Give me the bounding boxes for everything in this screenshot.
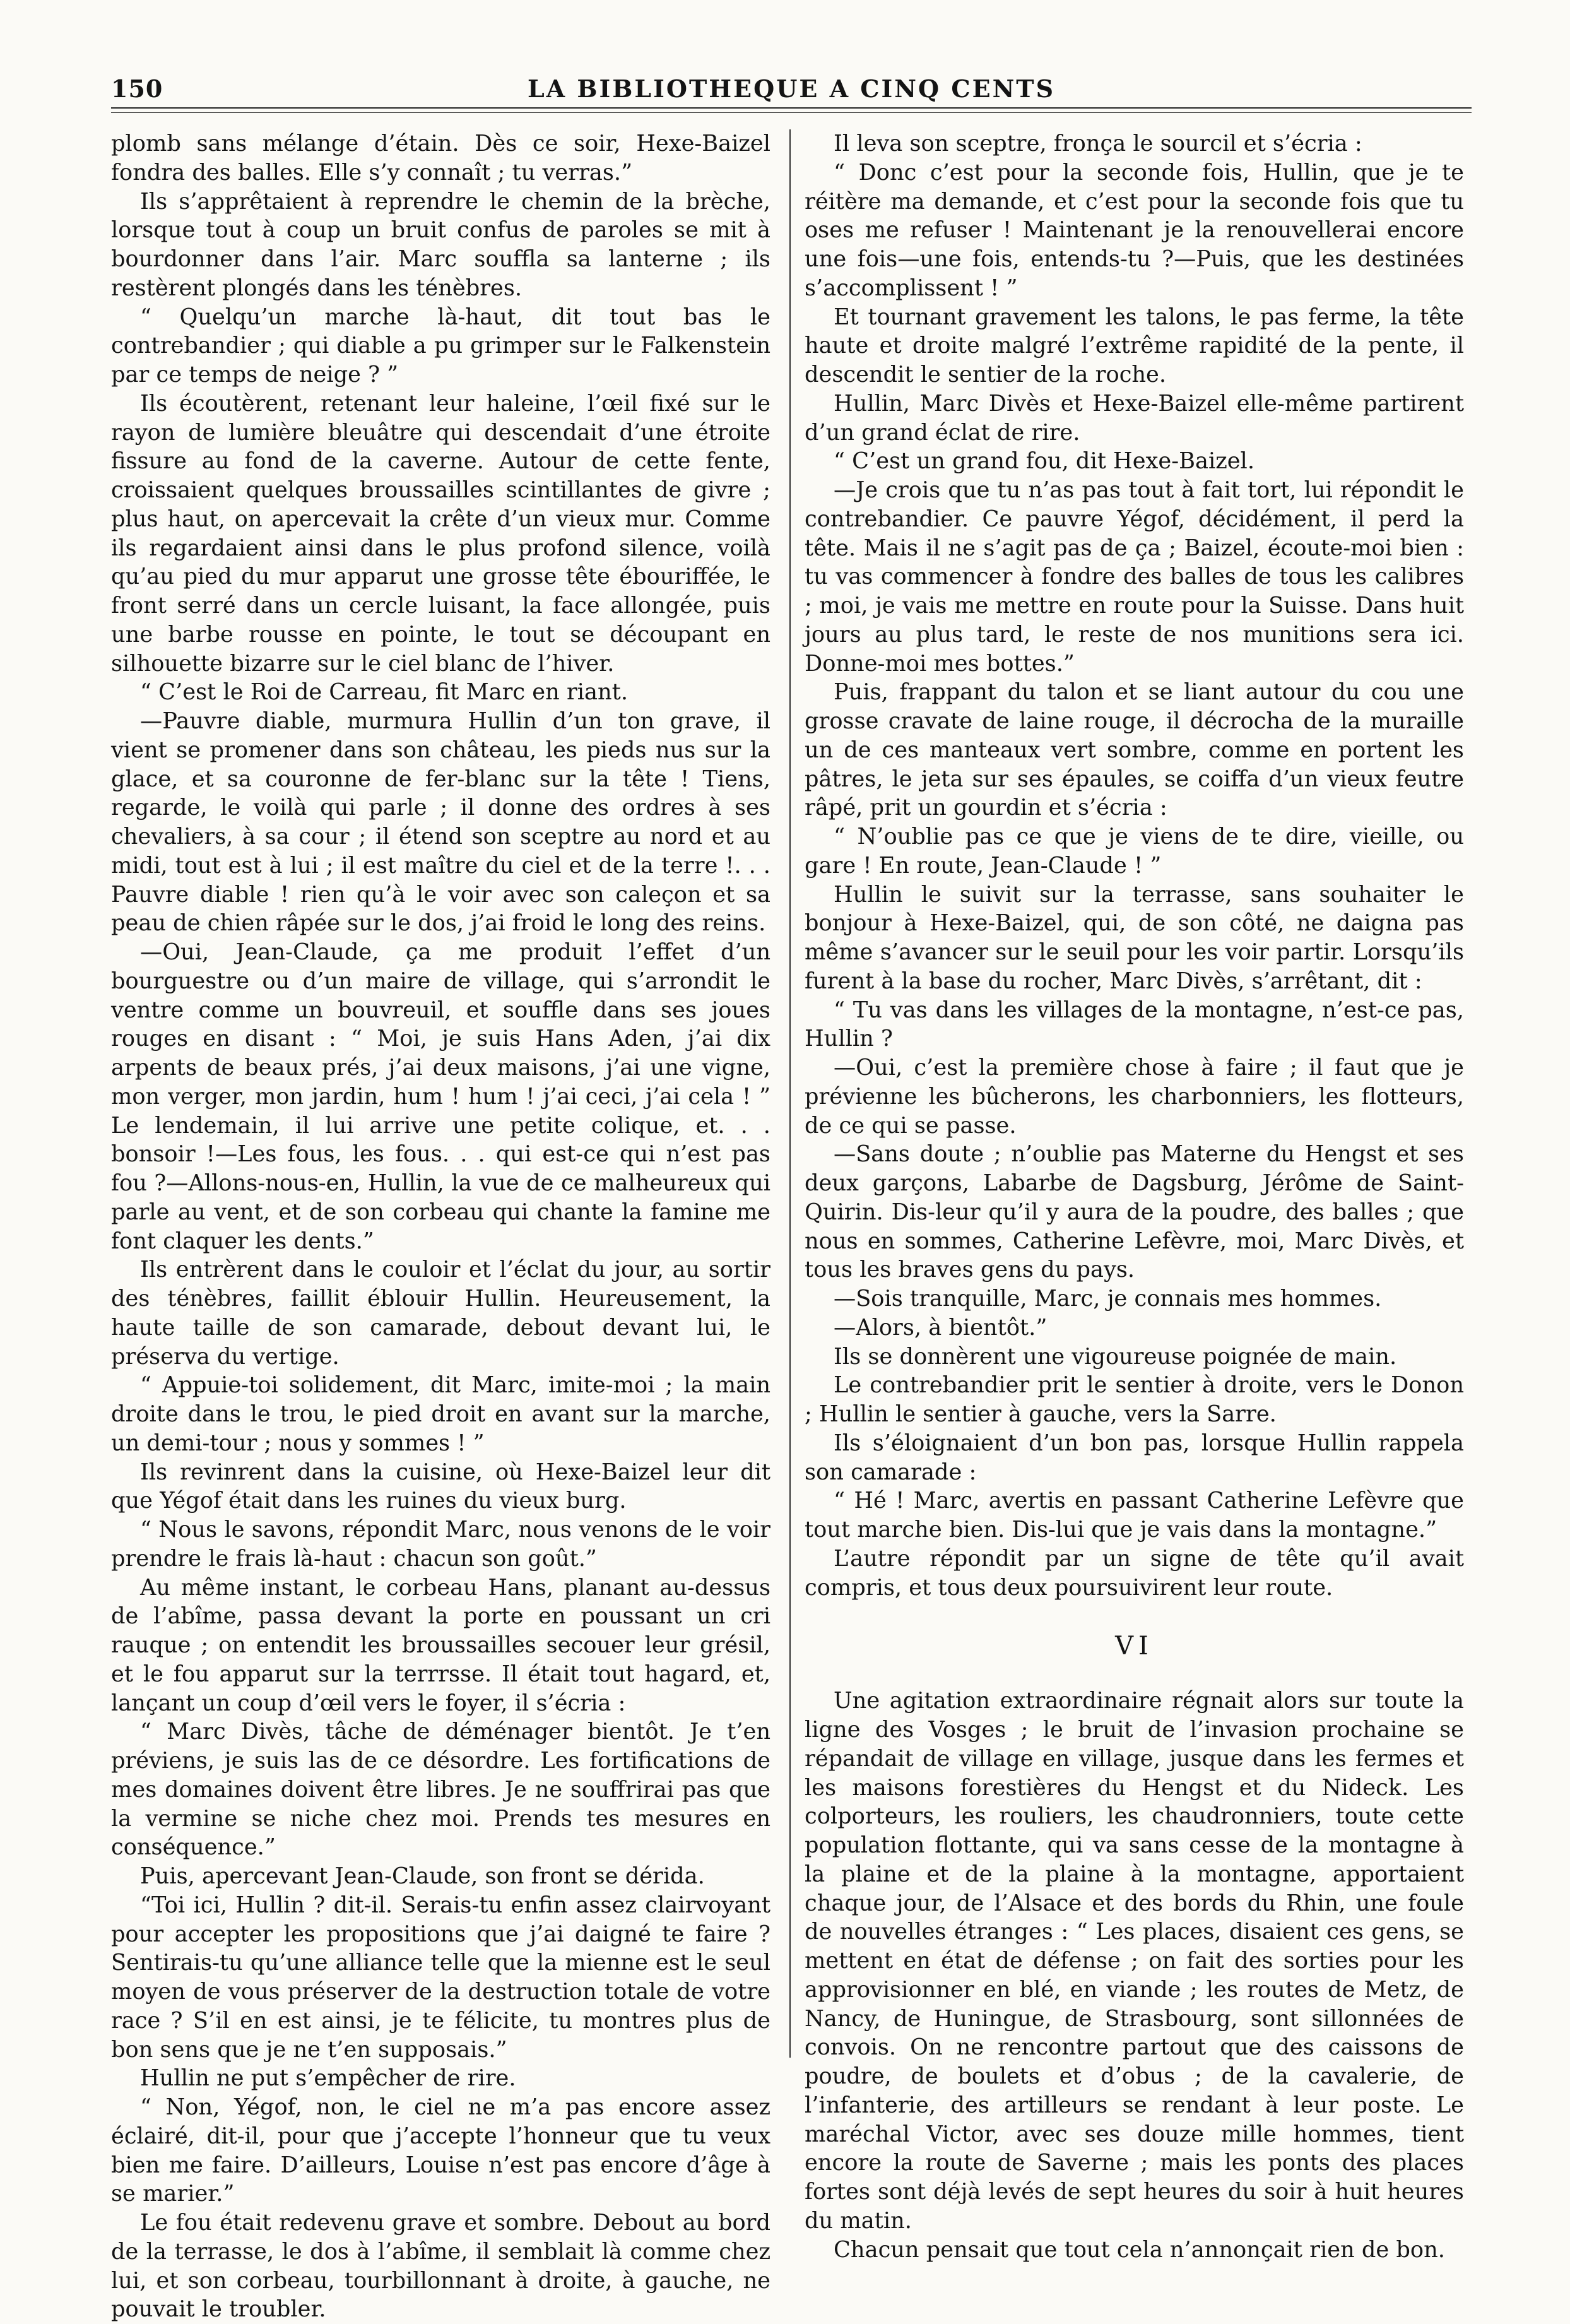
paragraph: Il leva son sceptre, fronça le sourcil et s’écria :: [834, 131, 1362, 157]
paragraph: Le fou était redevenu grave et sombre. Debout au bord de la terrasse, le dos à l’abîme, il semblait là comme chez lui, et son corbeau, tourbillonnant à droite, à gauche, ne pouvait le troubler.: [111, 2210, 770, 2323]
paragraph: Ils revinrent dans la cuisine, où Hexe-Baizel leur dit que Yégof était dans les ruines du vieux burg.: [111, 1459, 770, 1514]
paragraph: “ C’est un grand fou, dit Hexe-Baizel.: [834, 448, 1254, 475]
paragraph: “ Nous le savons, répondit Marc, nous venons de le voir prendre le frais là-haut : chacun son goût.”: [111, 1517, 770, 1572]
paragraph: Ils s’éloignaient d’un bon pas, lorsque Hullin rappela son camarade :: [805, 1430, 1464, 1485]
paragraph: “Toi ici, Hullin ? dit-il. Serais-tu enfin assez clairvoyant pour accepter les propositions que j’ai daigné te faire ? Sentirais-tu qu’une alliance telle que la mienne est le seul moyen de vous préserver de la destruction totale de votre race ? S’il en est ainsi, je te félicite, tu montres plus de bon sens que je ne t’en supposais.”: [111, 1892, 770, 2063]
paragraph: L’autre répondit par un signe de tête qu’il avait compris, et tous deux poursuivirent leur route.: [805, 1545, 1464, 1601]
paragraph: “ Marc Divès, tâche de déménager bientôt. Je t’en préviens, je suis las de ce désordre. Les fortifications de mes domaines doivent être libres. Je ne souffrirai pas que la vermine se niche chez moi. Prends tes mesures en conséquence.”: [111, 1719, 770, 1861]
section-heading: VI: [1115, 1632, 1154, 1661]
page-header: [111, 74, 1472, 110]
paragraph: “ Quelqu’un marche là-haut, dit tout bas le contrebandier ; qui diable a pu grimper sur le Falkenstein par ce temps de neige ? ”: [111, 304, 770, 388]
paragraph: “ Hé ! Marc, avertis en passant Catherine Lefèvre que tout marche bien. Dis-lui que je vais dans la montagne.”: [805, 1488, 1464, 1543]
right-column: [805, 129, 1464, 2264]
paragraph: —Alors, à bientôt.”: [834, 1314, 1048, 1341]
paragraph: Hullin, Marc Divès et Hexe-Baizel elle-même partirent d’un grand éclat de rire.: [805, 390, 1464, 446]
page-number: 150: [111, 74, 163, 103]
paragraph: Ils entrèrent dans le couloir et l’éclat du jour, au sortir des ténèbres, faillit éblouir Hullin. Heureusement, la haute taille de son camarade, debout devant lui, le préserva du vertige.: [111, 1257, 770, 1370]
paragraph: —Je crois que tu n’as pas tout à fait tort, lui répondit le contrebandier. Ce pauvre Yégof, décidément, il perd la tête. Mais il ne s’agit pas de ça ; Baizel, écoute-moi bien : tu vas commencer à fondre des balles de tous les calibres ; moi, je vais me mettre en route pour la Suisse. Dans huit jours au plus tard, le reste de nos munitions sera ici. Donne-moi mes bottes.”: [805, 477, 1464, 677]
paragraph: Une agitation extraordinaire régnait alors sur toute la ligne des Vosges ; le bruit de l’invasion prochaine se répandait de village en village, jusque dans les fermes et les maisons forestières du Hengst et du Nideck. Les colporteurs, les rouliers, les chaudronniers, toute cette population flottante, qui va sans cesse de la montagne à la plaine et de la plaine à la montagne, apportaient chaque jour, de l’Alsace et des bords du Rhin, une foule de nouvelles étranges : “ Les places, disaient ces gens, se mettent en état de défense ; on fait des sorties pour les approvisionner en blé, en viande ; les routes de Metz, de Nancy, de Huningue, de Strasbourg, sont sillonnées de convois. On ne rencontre partout que des caissons de poudre, de boulets et d’obus ; de la cavalerie, de l’infanterie, des artilleurs se rendant à leur poste. Le maréchal Victor, avec ses douze mille hommes, tient encore la route de Saverne ; mais les ponts des places fortes sont déjà levés de sept heures du soir à huit heures du matin.: [805, 1688, 1464, 2234]
paragraph: plomb sans mélange d’étain. Dès ce soir, Hexe-Baizel fondra des balles. Elle s’y connaît ; tu verras.”: [111, 131, 770, 186]
paragraph: Le contrebandier prit le sentier à droite, vers le Donon ; Hullin le sentier à gauche, vers la Sarre.: [805, 1372, 1464, 1427]
paragraph: Et tournant gravement les talons, le pas ferme, la tête haute et droite malgré l’extrême rapidité de la pente, il descendit le sentier de la roche.: [805, 304, 1464, 388]
running-title: LA BIBLIOTHEQUE A CINQ CENTS: [527, 74, 1056, 103]
paragraph: Hullin le suivit sur la terrasse, sans souhaiter le bonjour à Hexe-Baizel, qui, de son côté, ne daigna pas même s’avancer sur le seuil pour les voir partir. Lorsqu’ils furent à la base du rocher, Marc Divès, s’arrêtant, dit :: [805, 881, 1464, 994]
paragraph: “ N’oublie pas ce que je viens de te dire, vieille, ou gare ! En route, Jean-Claude ! ”: [805, 824, 1464, 879]
paragraph: “ C’est le Roi de Carreau, fit Marc en riant.: [140, 679, 629, 706]
paragraph: —Oui, c’est la première chose à faire ; il faut que je prévienne les bûcherons, les charbonniers, les flotteurs, de ce qui se passe.: [805, 1055, 1464, 1139]
left-column: [111, 129, 770, 2324]
paragraph: Au même instant, le corbeau Hans, planant au-dessus de l’abîme, passa devant la porte en poussant un cri rauque ; on entendit les broussailles secouer leur grésil, et le fou apparut sur la terrrsse. Il était tout hagard, et, lançant un coup d’œil vers le foyer, il s’écria :: [111, 1574, 770, 1716]
column-divider: [789, 129, 791, 2058]
paragraph: —Pauvre diable, murmura Hullin d’un ton grave, il vient se promener dans son château, les pieds nus sur la glace, et sa couronne de fer-blanc sur la tête ! Tiens, regarde, le voilà qui parle ; il donne des ordres à ses chevaliers, à sa cour ; il étend son sceptre au nord et au midi, tout est à lui ; il est maître du ciel et de la terre !. . . Pauvre diable ! rien qu’à le voir avec son caleçon et sa peau de chien râpée sur le dos, j’ai froid le long des reins.: [111, 708, 770, 937]
paragraph: Puis, frappant du talon et se liant autour du cou une grosse cravate de laine rouge, il décrocha de la muraille un de ces manteaux vert sombre, comme en portent les pâtres, le jeta sur ses épaules, se coiffa d’un vieux feutre râpé, prit un gourdin et s’écria :: [805, 679, 1464, 821]
paragraph: “ Non, Yégof, non, le ciel ne m’a pas encore assez éclairé, dit-il, pour que j’accepte l’honneur que tu veux bien me faire. D’ailleurs, Louise n’est pas encore d’âge à se marier.”: [111, 2094, 770, 2207]
header-rule: [111, 107, 1472, 109]
paragraph: Chacun pensait que tout cela n’annonçait rien de bon.: [834, 2236, 1445, 2263]
paragraph: Ils s’apprêtaient à reprendre le chemin de la brèche, lorsque tout à coup un bruit confus de paroles se mit à bourdonner dans l’air. Marc souffla sa lanterne ; ils restèrent plongés dans les ténèbres.: [111, 188, 770, 301]
paragraph: Puis, apercevant Jean-Claude, son front se dérida.: [140, 1863, 705, 1889]
paragraph: “ Tu vas dans les villages de la montagne, n’est-ce pas, Hullin ?: [805, 997, 1464, 1052]
paragraph: —Oui, Jean-Claude, ça me produit l’effet d’un bourguestre ou d’un maire de village, qui s’arrondit le ventre comme un bouvreuil, et souffle dans ses joues rouges en disant : “ Moi, je suis Hans Aden, j’ai dix arpents de beaux prés, j’ai deux maisons, j’ai une vigne, mon verger, mon jardin, hum ! hum ! j’ai ceci, j’ai cela ! ” Le lendemain, il lui arrive une petite colique, et. . . bonsoir !—Les fous, les fous. . . qui est-ce qui n’est pas fou ?—Allons-nous-en, Hullin, la vue de ce malheureux qui parle au vent, et de son corbeau qui chante la famine me font claquer les dents.”: [111, 939, 770, 1254]
paragraph: “ Appuie-toi solidement, dit Marc, imite-moi ; la main droite dans le trou, le pied droit en avant sur la marche, un demi-tour ; nous y sommes ! ”: [111, 1372, 770, 1456]
paragraph: —Sans doute ; n’oublie pas Materne du Hengst et ses deux garçons, Labarbe de Dagsburg, Jérôme de Saint-Quirin. Dis-leur qu’il y aura de la poudre, des balles ; que nous en sommes, Catherine Lefèvre, moi, Marc Divès, et tous les braves gens du pays.: [805, 1141, 1464, 1283]
paragraph: Ils écoutèrent, retenant leur haleine, l’œil fixé sur le rayon de lumière bleuâtre qui descendait d’une étroite fissure au fond de la caverne. Autour de cette fente, croissaient quelques broussailles scintillantes de givre ; plus haut, on apercevait la crête d’un vieux mur. Comme ils regardaient ainsi dans le plus profond silence, voilà qu’au pied du mur apparut une grosse tête ébouriffée, le front serré dans un cercle luisant, la face allongée, puis une barbe rousse en pointe, le tout se découpant en silhouette bizarre sur le ciel blanc de l’hiver.: [111, 390, 770, 677]
paragraph: “ Donc c’est pour la seconde fois, Hullin, que je te réitère ma demande, et c’est pour la seconde fois que tu oses me refuser ! Maintenant je la renouvellerai encore une fois—une fois, entends-tu ?—Puis, que les destinées s’accomplissent ! ”: [805, 159, 1464, 301]
header-rule-thin: [111, 112, 1472, 113]
paragraph: —Sois tranquille, Marc, je connais mes hommes.: [834, 1286, 1382, 1312]
paragraph: Ils se donnèrent une vigoureuse poignée de main.: [834, 1343, 1397, 1370]
paragraph: Hullin ne put s’empêcher de rire.: [140, 2065, 516, 2092]
